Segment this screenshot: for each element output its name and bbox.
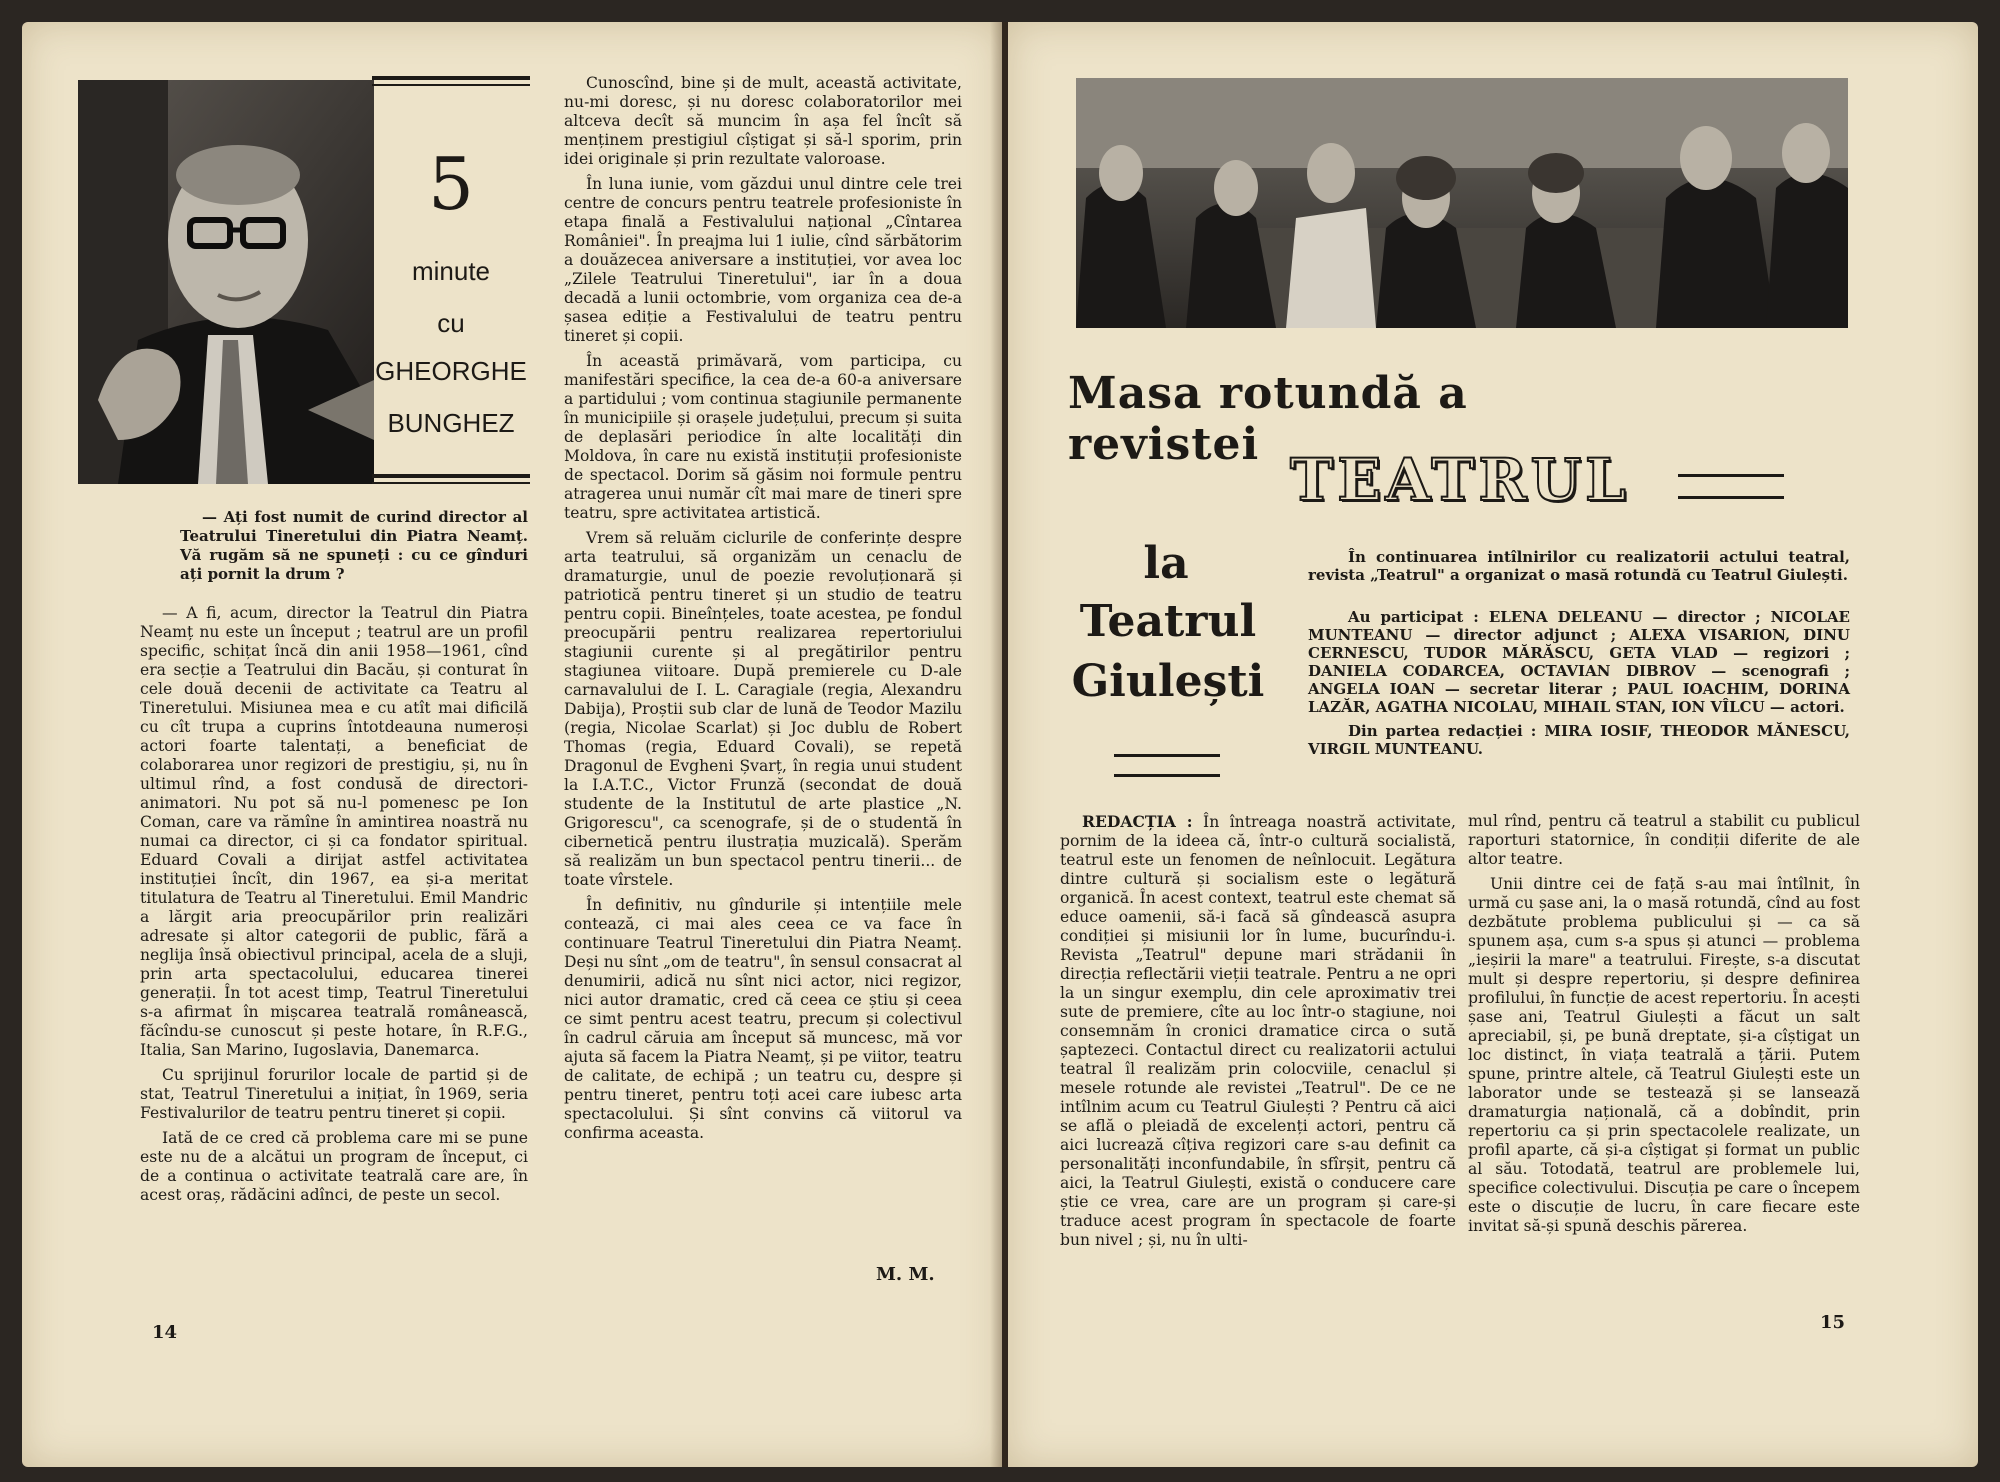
headline-bottom-rule — [372, 474, 530, 478]
logo-rule — [1678, 474, 1784, 477]
headline-name-last: BUNGHEZ — [387, 408, 515, 438]
roundtable-column-1 — [1060, 812, 1456, 1256]
redaction-text: Din partea redacției : MIRA IOSIF, THEODOR MĂNESCU, VIRGIL MUNTEANU. — [1308, 722, 1850, 758]
side-heading-teatrul: Teatrul — [1079, 596, 1257, 647]
answer-paragraph: Cu sprijinul forurilor locale de partid și de stat, Teatrul Tineretului a inițiat, în 1969, seria Festivalurilor de teatru pentru tineret și copii. — [140, 1066, 528, 1122]
roundtable-column-2 — [1468, 812, 1860, 1242]
answer-paragraph: — A fi, acum, director la Teatrul din Piatra Neamț nu este un început ; teatrul are un profil specific, schițat încă din anii 1958—1961, cînd era secție a Teatrului din Bacău, și conturat în cele două decenii de activitate ca Teatru al Tineretului. Misiunea mea e cu atît mai dificilă cu cît trupa a cuprins întotdeauna numeroși actori foarte talentați, a beneficiat de colaborarea unor regizori de prestigiu, și, nu în ultimul rînd, a fost condusă de directori-animatori. Nu pot să nu-l pomenesc pe Ion Coman, care va rămîne în amintirea noastră nu numai ca director, ci și ca fondator spiritual. Eduard Covali a dirijat astfel activitatea instituției încît, din 1967, ea și-a meritat titulatura de Teatru al Tineretului. Emil Mandric a lărgit aria preocupărilor prin realizări adresate și altor categorii de public, fără a neglija însă obiectivul principal, acela de a sluji, prin arta spectacolului, educarea tinerei generații. În tot acest timp, Teatrul Tineretului s-a afirmat în mișcarea teatrală românească, făcîndu-se cunoscut și peste hotare, în R.F.G., Italia, San Marino, Iugoslavia, Danemarca. — [140, 604, 528, 1059]
headline-top-rule — [372, 76, 530, 80]
answer-paragraph: În această primăvară, vom participa, cu manifestări specifice, la cea de-a 60-a aniversare a partidului ; vom continua stagiunile permanente în municipiile și orașele județului, precum și suita de deplasări periodice în alte localități din Moldova, în care nu există instituții profesioniste de spectacol. Dorim să găsim noi formule pentru atragerea unui număr cît mai mare de tineri spre teatru, spre activitatea artistică. — [564, 352, 962, 522]
answer-paragraph: Cunoscînd, bine și de mult, această activitate, nu-mi doresc, și nu doresc colaboratorilor mei altceva decît să muncim în așa fel încît să menținem prestigiul cîștigat și să-l sporim, prin idei originale și prin rezultate valoroase. — [564, 74, 962, 168]
side-heading-giulesti: Giulești — [1071, 656, 1265, 707]
intro-block — [1308, 548, 1850, 764]
interview-column-2 — [564, 74, 962, 1149]
body-paragraph: Unii dintre cei de față s-au mai întîlnit, în urmă cu șase ani, la o masă rotundă, cînd au fost dezbătute problema publicului și — ca să spunem așa, cum s-a spus și atunci — problema „ieșirii la mare" a teatrului. Firește, s-a discutat mult și despre repertoriu, și despre definirea profilului, în funcție de acest repertoriu. În acești șase ani, Teatrul Giulești a făcut un salt apreciabil, și, pe bună dreptate, și-a cîștigat un loc distinct, în viața teatrală a țării. Putem spune, printre altele, că Teatrul Giulești este un laborator unde se testează și se lansează dramaturgia națională, că a dobîndit, prin repertoriu ca și prin spectacolele realizate, un profil aparte, că și-a cîștigat și format un public al său. Totodată, teatrul are problemele lui, specifice colectivului. Discuția pe care o începem este o discuție de lucru, în care fiecare este invitat să-și spună deschis părerea. — [1468, 875, 1860, 1235]
headline-cu: cu — [437, 308, 465, 338]
logo-rule-2 — [1678, 496, 1784, 499]
participants-text: Au participat : ELENA DELEANU — director ; NICOLAE MUNTEANU — director adjunct ; ALEXA VISARION, DINU CERNESCU, TUDOR MĂRĂSCU, GETA VLAD — regizori ; DANIELA CODARCEA, OCTAVIAN DIBROV — scenografi ; ANGELA IOAN — secretar literar ; PAUL IOACHIM, DORINA LAZĂR, AGATHA NICOLAU, MIHAIL STAN, ION VÎLCU — actori. — [1308, 608, 1850, 716]
answer-paragraph: În definitiv, nu gîndurile și intențiile mele contează, ci mai ales ceea ce va face în continuare Teatrul Tineretului din Piatra Neamț. Deși nu sînt „om de teatru", în sensul consacrat al denumirii, adică nu sînt nici actor, nici regizor, nici autor dramatic, cred că ceea ce știu și ceea ce simt pentru acest teatru, precum și colectivul în cadrul căruia am început să muncesc, mă vor ajuta să facem la Piatra Neamț, și pe viitor, teatru de calitate, de echipă ; un teatru cu, despre și pentru tineret, pentru toți acei care iubesc arta spectacolului. Și sînt convins că viitorul va confirma aceasta. — [564, 896, 962, 1142]
side-heading-la: la — [1143, 538, 1189, 589]
interview-column-1 — [140, 508, 528, 1211]
answer-paragraph: În luna iunie, vom găzdui unul dintre cele trei centre de concurs pentru teatrele profesioniste în etapa finală a Festivalului național „Cîntarea României". În preajma lui 1 iulie, cînd sărbătorim a douăzecea aniversare a instituției, vor avea loc „Zilele Teatrului Tineretului", iar în a doua decadă a lunii octombrie, vom organiza cea de-a șasea ediție a Festivalului de teatru pentru tineret și copii. — [564, 175, 962, 345]
portrait-photo — [78, 80, 374, 484]
redaction-text-body: În întreaga noastră activitate, pornim de la ideea că, într-o cultură socialistă, teatrul este un fenomen de neînlocuit. Legătura dintre cultură și socialism este o legătură organică. În acest context, teatrul este chemat să educe oamenii, să-i facă să gîndească asupra condiției și misiunii lor în lume, bucurîndu-i. Revista „Teatrul" depune mari strădanii în direcția reflectării vieții teatrale. Pentru a ne opri la un singur exemplu, din cele aproximativ trei sute de premiere, cîte au loc într-o stagiune, noi consemnăm în cronici dramatice circa o sută șaptezeci. Contactul direct cu realizatorii actului teatral îl realizăm prin colocviile, cenaclul și mesele rotunde ale revistei „Teatrul". De ce ne intîlnim acum cu Teatrul Giulești ? Pentru că aici se află o pleiadă de excelenți actori, pentru că aici lucrează cîțiva regizori care s-au definit ca personalități inconfundabile, în sfîrșit, pentru că aici, la Teatrul Giulești, există o conducere care știe ce vrea, care are un program și care-și traduce acest program în spectacole de foarte bun nivel ; și, nu în ulti- — [1060, 813, 1456, 1249]
headline-number: 5 — [428, 142, 474, 226]
left-page — [22, 22, 1002, 1467]
page-number-left: 14 — [152, 1322, 178, 1343]
heading-rule-2 — [1114, 774, 1220, 777]
headline-name-first: GHEORGHE — [375, 356, 527, 386]
page-number-right: 15 — [1820, 1312, 1846, 1333]
redaction-paragraph — [1060, 812, 1456, 1250]
signature: M. M. — [876, 1264, 935, 1285]
headline-minute: minute — [411, 256, 491, 286]
heading-rule — [1114, 754, 1220, 757]
headline-top-rule-2 — [372, 84, 530, 86]
speaker-label: REDACȚIA : — [1082, 812, 1193, 831]
answer-paragraph: Vrem să reluăm ciclurile de conferințe despre arta teatrului, să organizăm un cenaclu de dramaturgie, unul de poezie revoluționară și patriotică pentru tineret și un studio de teatru pentru copii. Bineînțeles, toate acestea, pe fondul preocupării pentru realizarea repertoriului stagiunii curente și al pregătirilor pentru stagiunea viitoare. După premierele cu D-ale carnavalului de I. L. Caragiale (regia, Alexandru Dabija), Proștii sub clar de lună de Teodor Mazilu (regia, Nicolae Scarlat) și Joc dublu de Robert Thomas (regia, Eduard Covali), se repetă Dragonul de Evgheni Șvarț, în regia unui student la I.A.T.C., Victor Frunză (secondat de două studente de la Institutul de arte plastice „N. Grigorescu", ca scenografe, și de o studentă în cibernetică pentru ilustrația muzicală). Sperăm să realizăm un bun spectacol pentru tinerii... de toate vîrstele. — [564, 529, 962, 889]
headline-bottom-rule-2 — [372, 482, 530, 484]
interview-question: — Ați fost numit de curind director al Teatrului Tineretului din Piatra Neamț. Vă rugăm să ne spuneți : cu ce gînduri ați pornit la drum ? — [180, 508, 528, 583]
intro-text: În continuarea intîlnirilor cu realizatorii actului teatral, revista „Teatrul" a organizat o masă rotundă cu Teatrul Giulești. — [1308, 548, 1850, 584]
article-title: Masa rotundă a revistei — [1068, 368, 1468, 470]
right-page — [1008, 22, 1978, 1467]
roundtable-photo — [1076, 78, 1848, 328]
body-paragraph: mul rînd, pentru că teatrul a stabilit cu publicul raporturi statornice, în condiții diferite de ale altor teatre. — [1468, 812, 1860, 868]
magazine-logo: TEATRUL — [1290, 446, 1630, 514]
answer-paragraph: Iată de ce cred că problema care mi se pune este nu de a alcătui un program de început, ci de a continua o activitate teatrală care are, în acest oraș, rădăcini adînci, de peste un secol. — [140, 1129, 528, 1204]
